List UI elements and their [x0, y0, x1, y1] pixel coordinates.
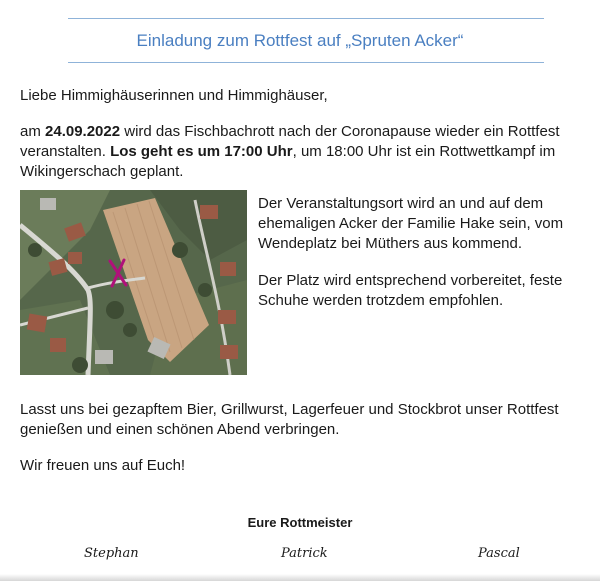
document-title: Einladung zum Rottfest auf „Spruten Acker“ [136, 31, 464, 50]
intro-text-1: am [20, 123, 46, 140]
start-time: Los geht es um 17:00 Uhr [110, 143, 293, 160]
map-graphic [20, 190, 247, 375]
signoff-heading: Eure Rottmeister [247, 515, 353, 530]
event-date: 24.09.2022 [45, 123, 121, 140]
title-rule-bottom [68, 62, 544, 63]
closing-paragraph: Lasst uns bei gezapftem Bier, Grillwurst, Lagerfeuer und Stockbrot unser Rottfest genießen und einen schönen Abend verbringen. [20, 401, 559, 438]
satellite-map-image [20, 190, 247, 375]
page-bottom-edge [0, 574, 600, 581]
preparation-paragraph: Der Platz wird entsprechend vorbereitet, feste Schuhe werden trotzdem empfohlen. [258, 272, 563, 309]
farewell-line: Wir freuen uns auf Euch! [20, 457, 186, 474]
signature-patrick: Patrick [281, 546, 328, 561]
intro-paragraph [20, 122, 580, 182]
title-rule-top [68, 18, 544, 19]
intro-text-3: , um 18:00 Uhr ist ein Rottwettkampf im Wikingerschach geplant. [20, 143, 556, 180]
greeting: Liebe Himmighäuserinnen und Himmighäuser, [20, 87, 328, 104]
signature-pascal: Pascal [478, 546, 520, 561]
signature-stephan: Stephan [84, 546, 139, 561]
location-paragraph: Der Veranstaltungsort wird an und auf dem ehemaligen Acker der Familie Hake sein, vom Wendeplatz bei Müthers aus kommend. [258, 195, 564, 252]
intro-text-2: wird das Fischbachrott nach der Coronapause wieder ein Rottfest veranstalten. [20, 123, 560, 160]
